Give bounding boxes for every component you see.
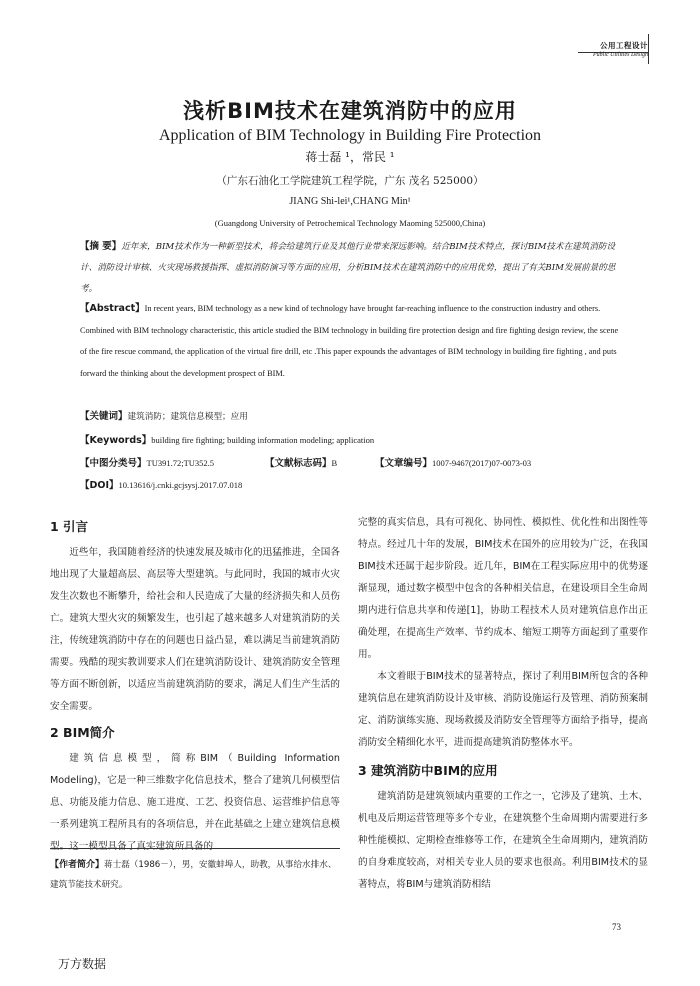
section-2-heading: 2 BIM简介 (50, 725, 115, 740)
classification-line (80, 455, 620, 469)
authors-cn: 蒋士磊 ¹，常民 ¹ (305, 150, 395, 164)
affiliation-en: (Guangdong University of Petrochemical Technology Maoming 525000,China) (214, 218, 486, 228)
section-3-heading: 3 建筑消防中BIM的应用 (358, 763, 498, 778)
affiliation-cn: （广东石油化工学院建筑工程学院，广东 茂名 525000） (216, 175, 484, 187)
author-note-text: 蒋士磊（1986－），男，安徽蚌埠人，助教，从事给水排水、建筑节能技术研究。 (50, 860, 337, 890)
database-watermark: 万方数据 (58, 957, 107, 971)
title-en: Application of BIM Technology in Building Fire Protection (158, 127, 542, 144)
article-number-value: 1007-9467(2017)07-0073-03 (432, 458, 532, 468)
journal-header (593, 40, 648, 58)
section-1-paragraph: 近些年，我国随着经济的快速发展及城市化的迅猛推进，全国各地出现了大量超高层、高层等大型建筑。与此同时，我国的城市火灾发生次数也不断攀升，给社会和人民造成了大量的经济损失和人员伤亡。建筑大型火灾的频繁发生，也引起了越来越多人对建筑消防的关注，传统建筑消防中存在的问题也日益凸显，难以满足当前建筑消防需要。残酷的现实教训要求人们在建筑消防设计、建筑消防安全管理等方面不断创新，以适应当前建筑消防的要求，满足人们生产生活的安全需要。 (50, 547, 340, 712)
keywords-cn-text: 建筑消防；建筑信息模型；应用 (127, 412, 248, 422)
abstract-cn-text: 近年来，BIM技术作为一种新型技术，将会给建筑行业及其他行业带来深远影响。结合BIM技术特点，探讨BIM技术在建筑消防设计、消防设计审核、火灾现场救援指挥、虚拟消防演习等方面的应用，分析BIM技术在建筑消防中的应用优势，提出了有关BIM发展前景的思考。 (80, 242, 616, 294)
abstract-en-label: 【Abstract】 (80, 303, 145, 314)
abstract-en (80, 298, 620, 384)
clc-label: 【中图分类号】 (80, 458, 147, 469)
keywords-en-label: 【Keywords】 (80, 435, 152, 446)
page-number: 73 (612, 922, 621, 932)
header-bar (648, 34, 649, 64)
abstract-cn (80, 236, 620, 300)
keywords-cn-label: 【关键词】 (80, 411, 128, 422)
clc-value: TU391.72;TU352.5 (146, 458, 215, 468)
doi-label: 【DOI】 (80, 480, 119, 491)
doc-code-label: 【文献标志码】 (265, 458, 332, 469)
keywords-en-text: building fire fighting; building information modeling; application (151, 435, 375, 445)
doi-value: 10.13616/j.cnki.gcjsysj.2017.07.018 (118, 480, 243, 490)
keywords-cn (80, 408, 620, 422)
section-3-paragraph: 建筑消防是建筑领域内重要的工作之一，它涉及了建筑、土木、机电及后期运营管理等多个专业，在建筑整个生命周期内需要进行多种性能模拟、定期检查维修等工作，在建筑全生命周期内，建筑消防的自身难度较高，对相关专业人员的要求也很高。利用BIM技术的显著特点，将BIM与建筑消防相结 (358, 791, 648, 890)
keywords-en (80, 432, 620, 446)
author-note (50, 848, 340, 895)
doi-line (80, 477, 620, 491)
authors-en: JIANG Shi-lei¹,CHANG Min¹ (289, 196, 411, 207)
section-2-paragraph: 建筑信息模型，简称BIM（Building Information Modeling)，它是一种三维数字化信息技术，整合了建筑几何模型信息、功能及能力信息、施工进度、工艺、投资信息、运营维护信息等一系列建筑工程所具有的各项信息，并在此基础之上建立建筑信息模型。这一模型具备了真实建筑所具备的 (50, 753, 340, 852)
title-cn: 浅析BIM技术在建筑消防中的应用 (183, 99, 517, 123)
section-1-heading: 1 引言 (50, 519, 89, 534)
abstract-en-text: In recent years, BIM technology as a new kind of technology have brought far-reaching influence to the construction industry and others. Combined with BIM technology characteristic, this article studied the BIM technology in building fire protection design and fire fighting design review, the scene of the fire rescue command, the application of the virtual fire drill, etc .This paper expounds the advantages of BIM technology in building fire fighting , and puts forward the thinking about the development prospect of BIM. (80, 304, 619, 378)
continued-paragraph: 完整的真实信息，具有可视化、协同性、模拟性、优化性和出图性等特点。经过几十年的发展，BIM技术在国外的应用较为广泛，在我国BIM技术还属于起步阶段。近几年，BIM在工程实际应用中的优势逐渐显现，通过数字模型中包含的各种相关信息，在建设项目全生命周期内进行信息共享和传递[1]，协助工程技术人员对建筑信息作出正确处理，在提高生产效率、节约成本、缩短工期等方面起到了重要作用。 (358, 517, 648, 660)
journal-name-en: Public Utilities Design (593, 52, 648, 58)
left-column (50, 512, 340, 858)
abstract-cn-label: 【摘 要】 (80, 241, 122, 252)
author-note-label: 【作者简介】 (50, 860, 105, 870)
journal-name-cn: 公用工程设计 (600, 41, 648, 50)
article-number-label: 【文章编号】 (375, 458, 433, 469)
focus-paragraph: 本文着眼于BIM技术的显著特点，探讨了利用BIM所包含的各种建筑信息在建筑消防设计及审核、消防设施运行及管理、消防预案制定、消防演练实施、现场救援及消防安全管理等方面给予指导，提高消防安全精细化水平，进而提高建筑消防整体水平。 (358, 671, 648, 748)
right-column (358, 512, 648, 896)
doc-code-value: B (331, 458, 338, 468)
